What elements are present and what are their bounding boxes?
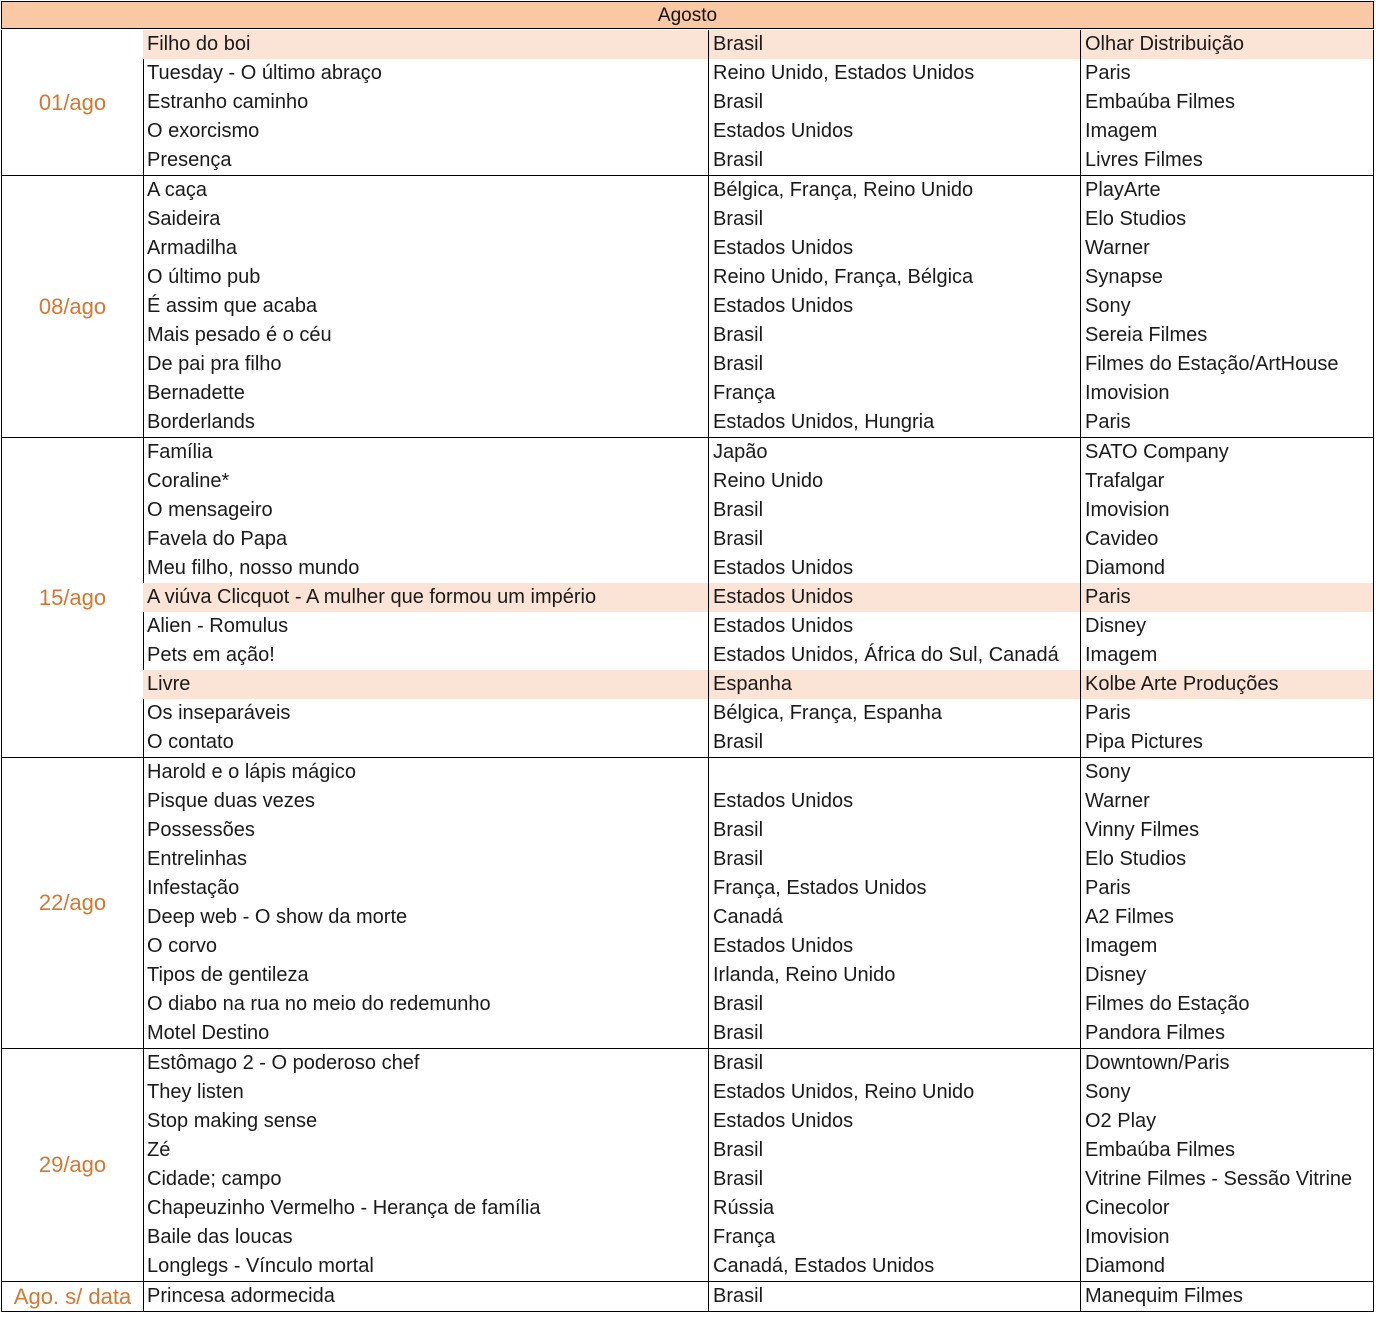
- film-distributor: Vitrine Filmes - Sessão Vitrine: [1085, 1168, 1353, 1190]
- film-country: Reino Unido, Estados Unidos: [709, 59, 1081, 88]
- table-row: [143, 1165, 1373, 1194]
- film-title: Harold e o lápis mágico: [143, 758, 709, 787]
- film-title: De pai pra filho: [143, 350, 709, 379]
- film-country: Brasil: [709, 990, 1081, 1019]
- table-row: [143, 1078, 1373, 1107]
- film-distributor: Filmes do Estação: [1085, 993, 1250, 1015]
- film-distributor: Embaúba Filmes: [1085, 1139, 1236, 1161]
- film-distributor: Olhar Distribuição: [1085, 33, 1244, 55]
- table-row: [143, 1223, 1373, 1252]
- film-country: Brasil: [709, 321, 1081, 350]
- table-row: [143, 932, 1373, 961]
- release-group: [1, 438, 1374, 758]
- film-title: Princesa adormecida: [143, 1282, 709, 1311]
- film-country: Estados Unidos, Hungria: [709, 408, 1081, 437]
- film-title: Longlegs - Vínculo mortal: [143, 1252, 709, 1281]
- film-country: Brasil: [709, 30, 1081, 59]
- film-title: Família: [143, 438, 709, 467]
- film-country: Estados Unidos: [709, 1107, 1081, 1136]
- table-row: [143, 234, 1373, 263]
- table-row: [143, 1194, 1373, 1223]
- table-row: [143, 961, 1373, 990]
- release-group: [1, 1282, 1374, 1312]
- film-country: [709, 758, 1081, 787]
- release-date: 29/ago: [2, 1049, 144, 1281]
- film-distributor: Sony: [1085, 1081, 1131, 1103]
- film-distributor: Diamond: [1085, 1255, 1166, 1277]
- film-country: Brasil: [709, 1049, 1081, 1078]
- table-row: [143, 699, 1373, 728]
- release-date: Ago. s/ data: [2, 1282, 144, 1311]
- release-group: [1, 1049, 1374, 1282]
- release-date: 15/ago: [2, 438, 144, 757]
- film-distributor: Imovision: [1085, 1226, 1170, 1248]
- film-distributor: Paris: [1085, 877, 1131, 899]
- film-country: Estados Unidos: [709, 787, 1081, 816]
- film-title: Mais pesado é o céu: [143, 321, 709, 350]
- film-country: Estados Unidos: [709, 117, 1081, 146]
- film-distributor: Trafalgar: [1085, 470, 1165, 492]
- film-title: Baile das loucas: [143, 1223, 709, 1252]
- film-country: França: [709, 1223, 1081, 1252]
- film-title: Deep web - O show da morte: [143, 903, 709, 932]
- film-title: Entrelinhas: [143, 845, 709, 874]
- film-country: Estados Unidos: [709, 583, 1081, 612]
- film-distributor: Elo Studios: [1085, 208, 1187, 230]
- film-title: Possessões: [143, 816, 709, 845]
- table-row: [143, 758, 1373, 787]
- film-country: Brasil: [709, 1136, 1081, 1165]
- table-row: [143, 146, 1373, 175]
- table-row: [143, 30, 1373, 59]
- film-country: Bélgica, França, Espanha: [709, 699, 1081, 728]
- film-title: Chapeuzinho Vermelho - Herança de família: [143, 1194, 709, 1223]
- film-country: Irlanda, Reino Unido: [709, 961, 1081, 990]
- film-title: Alien - Romulus: [143, 612, 709, 641]
- film-distributor: Embaúba Filmes: [1085, 91, 1236, 113]
- table-row: [143, 496, 1373, 525]
- film-country: Reino Unido: [709, 467, 1081, 496]
- release-group: [1, 30, 1374, 176]
- film-title: Cidade; campo: [143, 1165, 709, 1194]
- film-title: Pets em ação!: [143, 641, 709, 670]
- table-row: [143, 554, 1373, 583]
- film-country: Brasil: [709, 845, 1081, 874]
- film-distributor: SATO Company: [1085, 441, 1229, 463]
- month-header: Agosto: [1, 1, 1374, 29]
- film-distributor: Paris: [1085, 411, 1131, 433]
- table-row: [143, 350, 1373, 379]
- film-country: Brasil: [709, 88, 1081, 117]
- film-country: Estados Unidos: [709, 292, 1081, 321]
- film-country: Estados Unidos, Reino Unido: [709, 1078, 1081, 1107]
- film-title: O mensageiro: [143, 496, 709, 525]
- table-row: [143, 990, 1373, 1019]
- film-distributor: Imagem: [1085, 120, 1158, 142]
- film-title: A viúva Clicquot - A mulher que formou um império: [143, 583, 709, 612]
- film-distributor: Pandora Filmes: [1085, 1022, 1226, 1044]
- release-date: 22/ago: [2, 758, 144, 1048]
- table-row: [143, 903, 1373, 932]
- film-distributor: Pipa Pictures: [1085, 731, 1203, 753]
- film-distributor: Synapse: [1085, 266, 1163, 288]
- film-country: Brasil: [709, 816, 1081, 845]
- table-row: [143, 612, 1373, 641]
- film-country: Brasil: [709, 525, 1081, 554]
- table-row: [143, 379, 1373, 408]
- release-date: 08/ago: [2, 176, 144, 437]
- film-distributor: Disney: [1085, 615, 1147, 637]
- film-title: Armadilha: [143, 234, 709, 263]
- film-distributor: Warner: [1085, 790, 1150, 812]
- film-distributor: Diamond: [1085, 557, 1166, 579]
- film-distributor: Manequim Filmes: [1085, 1285, 1243, 1307]
- film-title: Livre: [143, 670, 709, 699]
- film-distributor: Kolbe Arte Produções: [1085, 673, 1279, 695]
- film-country: Espanha: [709, 670, 1081, 699]
- film-distributor: Filmes do Estação/ArtHouse: [1085, 353, 1339, 375]
- release-group: [1, 176, 1374, 438]
- table-row: [143, 816, 1373, 845]
- film-country: Brasil: [709, 1165, 1081, 1194]
- table-row: [143, 263, 1373, 292]
- film-title: Zé: [143, 1136, 709, 1165]
- film-country: Reino Unido, França, Bélgica: [709, 263, 1081, 292]
- film-country: Estados Unidos: [709, 554, 1081, 583]
- table-row: [143, 874, 1373, 903]
- film-title: Stop making sense: [143, 1107, 709, 1136]
- table-row: [143, 176, 1373, 205]
- release-group: [1, 758, 1374, 1049]
- film-distributor: Paris: [1085, 702, 1131, 724]
- table-row: [143, 321, 1373, 350]
- film-distributor: O2 Play: [1085, 1110, 1157, 1132]
- table-row: [143, 583, 1373, 612]
- table-row: [143, 117, 1373, 146]
- film-title: Tuesday - O último abraço: [143, 59, 709, 88]
- film-distributor: Paris: [1085, 62, 1131, 84]
- film-title: O último pub: [143, 263, 709, 292]
- release-date: 01/ago: [2, 30, 144, 175]
- film-country: Brasil: [709, 728, 1081, 757]
- film-country: Canadá: [709, 903, 1081, 932]
- film-distributor: Elo Studios: [1085, 848, 1187, 870]
- table-row: [143, 670, 1373, 699]
- film-country: Estados Unidos: [709, 932, 1081, 961]
- table-row: [143, 408, 1373, 437]
- film-title: O exorcismo: [143, 117, 709, 146]
- film-title: Infestação: [143, 874, 709, 903]
- film-distributor: Imagem: [1085, 644, 1158, 666]
- film-title: Bernadette: [143, 379, 709, 408]
- film-distributor: Vinny Filmes: [1085, 819, 1200, 841]
- film-distributor: Imovision: [1085, 499, 1170, 521]
- film-country: Japão: [709, 438, 1081, 467]
- film-distributor: Imovision: [1085, 382, 1170, 404]
- film-country: Estados Unidos, África do Sul, Canadá: [709, 641, 1081, 670]
- film-country: França, Estados Unidos: [709, 874, 1081, 903]
- film-country: Canadá, Estados Unidos: [709, 1252, 1081, 1281]
- film-distributor: Warner: [1085, 237, 1150, 259]
- film-country: Estados Unidos: [709, 234, 1081, 263]
- film-country: Estados Unidos: [709, 612, 1081, 641]
- film-country: Brasil: [709, 146, 1081, 175]
- film-distributor: Livres Filmes: [1085, 149, 1203, 171]
- film-distributor: Sereia Filmes: [1085, 324, 1208, 346]
- table-row: [143, 1252, 1373, 1281]
- film-country: Brasil: [709, 205, 1081, 234]
- film-title: A caça: [143, 176, 709, 205]
- film-distributor: A2 Filmes: [1085, 906, 1174, 928]
- table-row: [143, 641, 1373, 670]
- film-title: O corvo: [143, 932, 709, 961]
- film-title: Filho do boi: [143, 30, 709, 59]
- film-title: Estranho caminho: [143, 88, 709, 117]
- table-row: [143, 1107, 1373, 1136]
- film-country: França: [709, 379, 1081, 408]
- film-title: Saideira: [143, 205, 709, 234]
- film-title: Os inseparáveis: [143, 699, 709, 728]
- table-row: [143, 59, 1373, 88]
- film-title: Tipos de gentileza: [143, 961, 709, 990]
- film-distributor: Downtown/Paris: [1085, 1052, 1230, 1074]
- film-distributor: Paris: [1085, 586, 1131, 608]
- film-title: Favela do Papa: [143, 525, 709, 554]
- film-country: Bélgica, França, Reino Unido: [709, 176, 1081, 205]
- film-country: Brasil: [709, 496, 1081, 525]
- film-title: É assim que acaba: [143, 292, 709, 321]
- film-distributor: Sony: [1085, 761, 1131, 783]
- film-title: Presença: [143, 146, 709, 175]
- film-title: Motel Destino: [143, 1019, 709, 1048]
- film-country: Brasil: [709, 1019, 1081, 1048]
- film-title: Estômago 2 - O poderoso chef: [143, 1049, 709, 1078]
- film-title: Borderlands: [143, 408, 709, 437]
- table-row: [143, 787, 1373, 816]
- table-row: [143, 205, 1373, 234]
- film-title: Coraline*: [143, 467, 709, 496]
- table-row: [143, 467, 1373, 496]
- table-row: [143, 1049, 1373, 1078]
- film-distributor: Cinecolor: [1085, 1197, 1170, 1219]
- film-country: Brasil: [709, 1282, 1081, 1311]
- table-row: [143, 728, 1373, 757]
- film-title: O contato: [143, 728, 709, 757]
- film-title: They listen: [143, 1078, 709, 1107]
- table-row: [143, 525, 1373, 554]
- film-title: O diabo na rua no meio do redemunho: [143, 990, 709, 1019]
- table-row: [143, 1019, 1373, 1048]
- film-distributor: Imagem: [1085, 935, 1158, 957]
- table-row: [143, 1282, 1373, 1311]
- film-title: Meu filho, nosso mundo: [143, 554, 709, 583]
- film-country: Rússia: [709, 1194, 1081, 1223]
- film-title: Pisque duas vezes: [143, 787, 709, 816]
- table-row: [143, 88, 1373, 117]
- table-row: [143, 1136, 1373, 1165]
- film-distributor: Sony: [1085, 295, 1131, 317]
- table-row: [143, 438, 1373, 467]
- film-distributor: Disney: [1085, 964, 1147, 986]
- film-distributor: PlayArte: [1085, 179, 1161, 201]
- table-row: [143, 292, 1373, 321]
- table-row: [143, 845, 1373, 874]
- film-distributor: Cavideo: [1085, 528, 1159, 550]
- film-country: Brasil: [709, 350, 1081, 379]
